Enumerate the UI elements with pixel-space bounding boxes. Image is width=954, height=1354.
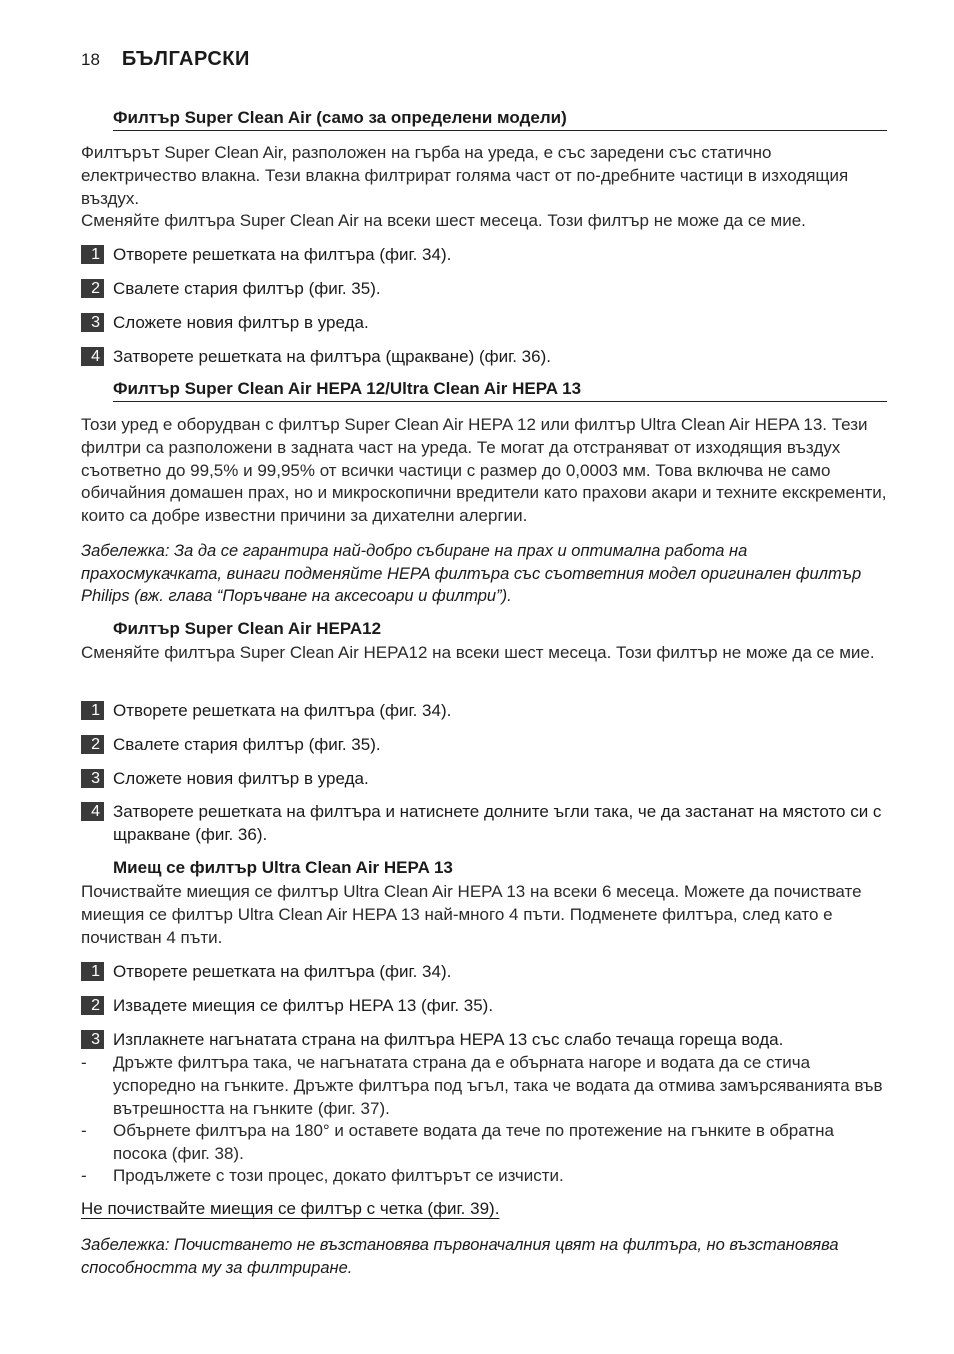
list-item [81, 1120, 887, 1166]
step-item [81, 1029, 887, 1052]
section-heading-hepa-12-13: Филтър Super Clean Air HEPA 12/Ultra Clean Air HEPA 13 [113, 379, 887, 402]
step-number: 1 [81, 962, 104, 981]
section-heading-super-clean-air: Филтър Super Clean Air (само за определени модели) [113, 108, 887, 131]
list-item [81, 1052, 887, 1120]
step-number: 3 [81, 769, 104, 788]
dash-marker: - [81, 1166, 87, 1185]
list-item [81, 1165, 887, 1188]
step-number: 4 [81, 347, 104, 366]
step-text: Изплакнете нагънатата страна на филтъра HEPA 13 със слабо течаща гореща вода. [113, 1030, 784, 1049]
language-title: БЪЛГАРСКИ [121, 48, 250, 70]
warning-text: Не почиствайте миещия се филтър с четка (фиг. 39). [81, 1199, 500, 1218]
step-text: Сложете новия филтър в уреда. [113, 313, 369, 332]
step-number: 1 [81, 245, 104, 264]
step-item [81, 734, 887, 757]
step-item [81, 801, 887, 847]
step-text: Извадете миещия се филтър HEPA 13 (фиг. 35). [113, 996, 494, 1015]
section4-note: Забележка: Почистването не възстановява първоначалния цвят на филтъра, но възстановява способността му за филтриране. [81, 1236, 839, 1277]
section3-paragraph-1: Сменяйте филтъра Super Clean Air HEPA12 на всеки шест месеца. Този филтър не може да се мие. [81, 643, 875, 662]
step-number: 2 [81, 279, 104, 298]
page-number: 18 [81, 50, 100, 69]
step-item [81, 700, 887, 723]
step-number: 3 [81, 1030, 104, 1049]
step-item [81, 961, 887, 984]
section-heading-hepa12: Филтър Super Clean Air HEPA12 [113, 619, 382, 638]
step-number: 2 [81, 735, 104, 754]
step-item [81, 278, 887, 301]
step-number: 2 [81, 996, 104, 1015]
section-heading-washable-hepa13: Миещ се филтър Ultra Clean Air HEPA 13 [113, 858, 453, 877]
list-item-text: Дръжте филтъра така, че нагънатата страна да е обърната нагоре и водата да се стича успоредно на гънките. Дръжте филтъра под ъгъл, така че водата да отмива замърсяванията във вътрешността на гънките (фиг. 37). [113, 1053, 883, 1118]
step-text: Свалете стария филтър (фиг. 35). [113, 735, 381, 754]
step-item [81, 346, 887, 369]
dash-marker: - [81, 1053, 87, 1072]
section2-note: Забележка: За да се гарантира най-добро събиране на прах и оптимална работа на прахосмукачката, винаги подменяйте HEPA филтъра със съответния модел оригинален филтър Philips (вж. глава “Поръчване на аксесоари и филтри”). [81, 542, 862, 605]
section1-paragraph-2: Сменяйте филтъра Super Clean Air на всеки шест месеца. Този филтър не може да се мие. [81, 211, 806, 230]
section2-paragraph-1: Този уред е оборудван с филтър Super Clean Air HEPA 12 или филтър Ultra Clean Air HEPA 13. Тези филтри са разположени в задната част на уреда. Те могат да отстраняват от изходящия въздух съответно до 99,5% и 99,95% от всички частици с размер до 0,0003 мм. Това включва не само обичайния домашен прах, но и микроскопични вредители като прахови акари и техните екскременти, които са добре известни причини за дихателни алергии. [81, 415, 887, 526]
step-number: 1 [81, 701, 104, 720]
step-number: 4 [81, 802, 104, 821]
section1-paragraph-1: Филтърът Super Clean Air, разположен на гърба на уреда, е със заредени със статично електричество влакна. Тези влакна филтрират голяма част от по-дребните частици в изходящия въздух. [81, 143, 849, 208]
step-item [81, 768, 887, 791]
step-text: Отворете решетката на филтъра (фиг. 34). [113, 245, 452, 264]
section4-paragraph-1: Почиствайте миещия се филтър Ultra Clean Air HEPA 13 на всеки 6 месеца. Можете да почиствате миещия се филтър Ultra Clean Air HEPA 13 най-много 4 пъти. Подменете филтъра, след като е почистван 4 пъти. [81, 882, 862, 947]
step-text: Отворете решетката на филтъра (фиг. 34). [113, 962, 452, 981]
list-item-text: Обърнете филтъра на 180° и оставете водата да тече по протежение на гънките в обратна посока (фиг. 38). [113, 1121, 834, 1163]
step-item [81, 244, 887, 267]
step-text: Затворете решетката на филтъра и натиснете долните ъгли така, че да застанат на мястото си с щракване (фиг. 36). [113, 802, 882, 844]
step-text: Затворете решетката на филтъра (щракване) (фиг. 36). [113, 347, 551, 366]
step-number: 3 [81, 313, 104, 332]
step-item [81, 995, 887, 1018]
step-text: Сложете новия филтър в уреда. [113, 769, 369, 788]
page-header [81, 48, 250, 71]
dash-marker: - [81, 1121, 87, 1140]
step-text: Отворете решетката на филтъра (фиг. 34). [113, 701, 452, 720]
step-item [81, 312, 887, 335]
step-text: Свалете стария филтър (фиг. 35). [113, 279, 381, 298]
list-item-text: Продължете с този процес, докато филтърът се изчисти. [113, 1166, 564, 1185]
